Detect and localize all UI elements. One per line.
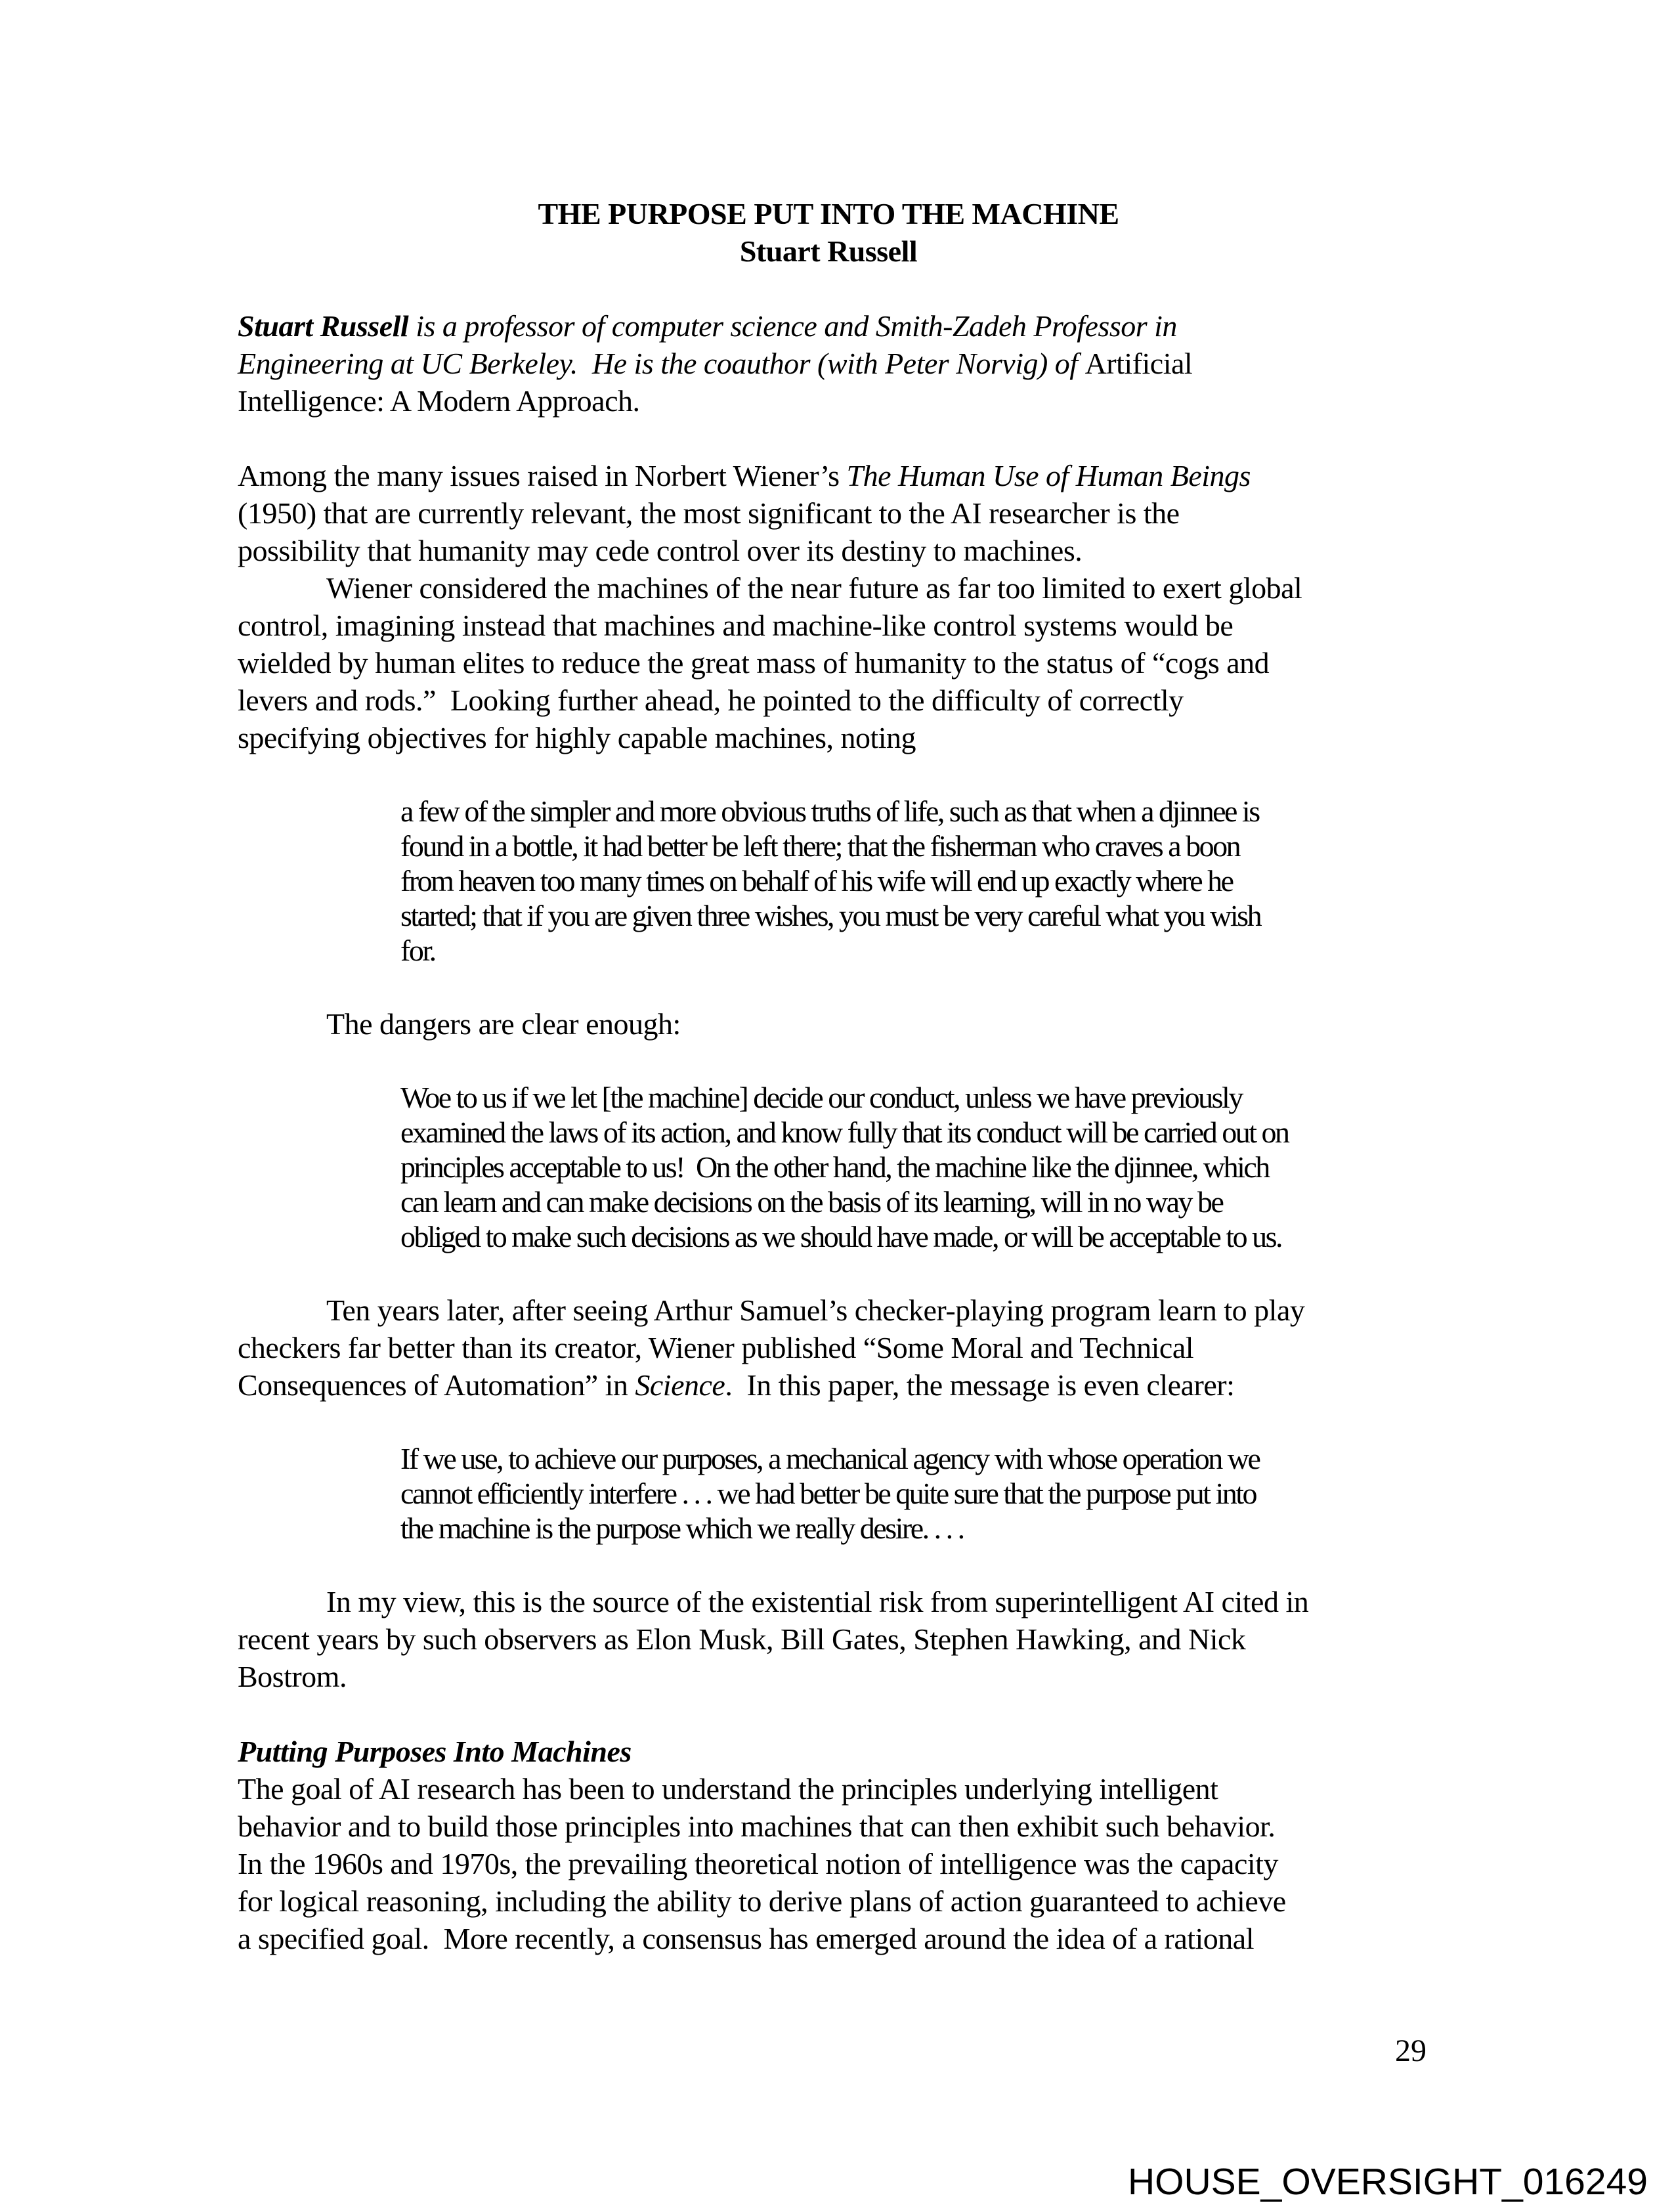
- author-bio: [238, 307, 1419, 420]
- text-line: [400, 794, 1419, 829]
- text-line: [238, 1845, 1419, 1882]
- document-blocks: [238, 307, 1419, 1957]
- text-line: [238, 494, 1419, 532]
- text-run: In my view, this is the source of the existential risk from superintelligent AI cited in: [326, 1585, 1309, 1618]
- text-run: examined the laws of its action, and know fully that its conduct will be carried out on: [400, 1116, 1289, 1149]
- text-line: [238, 1770, 1419, 1808]
- text-run: found in a bottle, it had better be left there; that the fisherman who craves a boon: [400, 829, 1240, 863]
- text-line: [238, 569, 1419, 607]
- document-content: [238, 195, 1419, 1957]
- text-line: [238, 719, 1419, 756]
- text-run: principles acceptable to us! On the other hand, the machine like the djinnee, which: [400, 1150, 1269, 1184]
- text-run: checkers far better than its creator, Wiener published “Some Moral and Technical: [238, 1331, 1194, 1364]
- text-run: possibility that humanity may cede control over its destiny to machines.: [238, 534, 1083, 567]
- text-run: Artificial: [1084, 347, 1193, 380]
- text-run: Consequences of Automation” in: [238, 1368, 635, 1402]
- paragraph: [238, 1770, 1419, 1957]
- text-line: [238, 644, 1419, 682]
- text-line: [238, 607, 1419, 644]
- text-run: levers and rods.” Looking further ahead, he pointed to the difficulty of correctly: [238, 683, 1184, 717]
- text-run: a specified goal. More recently, a consensus has emerged around the idea of a rational: [238, 1922, 1254, 1955]
- text-line: [400, 1080, 1419, 1115]
- text-run: Wiener considered the machines of the near future as far too limited to exert global: [326, 571, 1302, 605]
- text-run: a few of the simpler and more obvious truths of life, such as that when a djinnee is: [400, 794, 1259, 828]
- text-run: Science: [635, 1368, 725, 1402]
- text-line: [238, 1583, 1419, 1620]
- text-run: In the 1960s and 1970s, the prevailing theoretical notion of intelligence was the capacity: [238, 1847, 1278, 1880]
- text-run: Putting Purposes Into Machines: [238, 1735, 632, 1768]
- text-line: [400, 1219, 1419, 1254]
- text-run: for.: [400, 934, 435, 967]
- paragraph: [238, 1583, 1419, 1695]
- text-run: cannot efficiently interfere . . . we had better be quite sure that the purpose put into: [400, 1477, 1256, 1510]
- text-run: from heaven too many times on behalf of his wife will end up exactly where he: [400, 864, 1233, 898]
- text-line: [238, 532, 1419, 569]
- text-line: [400, 1441, 1419, 1476]
- text-line: [238, 457, 1419, 494]
- text-run: behavior and to build those principles into machines that can then exhibit such behavior.: [238, 1810, 1276, 1843]
- text-run: recent years by such observers as Elon Musk, Bill Gates, Stephen Hawking, and Nick: [238, 1622, 1246, 1656]
- text-line: [238, 1291, 1419, 1329]
- blockquote: [400, 794, 1419, 968]
- text-run: wielded by human elites to reduce the great mass of humanity to the status of “cogs and: [238, 646, 1270, 680]
- text-line: [238, 382, 1419, 420]
- text-run: Stuart Russell: [238, 309, 409, 343]
- blockquote: [400, 1080, 1419, 1254]
- text-run: Ten years later, after seeing Arthur Samuel’s checker-playing program learn to play: [326, 1293, 1305, 1327]
- text-line: [400, 1115, 1419, 1150]
- text-line: [238, 1882, 1419, 1920]
- blockquote: [400, 1441, 1419, 1546]
- text-run: can learn and can make decisions on the basis of its learning, will in no way be: [400, 1185, 1223, 1219]
- text-run: is a professor of computer science and Smith-Zadeh Professor in: [408, 309, 1177, 343]
- text-run: If we use, to achieve our purposes, a mechanical agency with whose operation we: [400, 1442, 1260, 1475]
- text-line: [400, 1476, 1419, 1511]
- text-run: The Human Use of Human Beings: [846, 459, 1251, 492]
- text-line: [238, 307, 1419, 345]
- text-line: [400, 1511, 1419, 1546]
- text-run: The goal of AI research has been to understand the principles underlying intelligent: [238, 1772, 1218, 1806]
- bates-stamp: HOUSE_OVERSIGHT_016249: [1127, 2161, 1648, 2203]
- text-line: [238, 1808, 1419, 1845]
- paragraph: [238, 1291, 1419, 1404]
- text-line: [400, 863, 1419, 898]
- section-heading: [238, 1733, 1419, 1770]
- text-line: [238, 682, 1419, 719]
- text-run: The dangers are clear enough:: [326, 1007, 681, 1041]
- text-line: [238, 1733, 1419, 1770]
- text-line: [238, 1366, 1419, 1404]
- text-line: [400, 898, 1419, 933]
- text-line: [400, 1150, 1419, 1184]
- text-run: . In this paper, the message is even clearer:: [725, 1368, 1235, 1402]
- text-run: obliged to make such decisions as we should have made, or will be acceptable to us.: [400, 1220, 1282, 1253]
- text-line: [238, 1658, 1419, 1695]
- page-number: 29: [1395, 2033, 1427, 2068]
- text-run: for logical reasoning, including the ability to derive plans of action guaranteed to achieve: [238, 1884, 1286, 1918]
- text-line: [238, 345, 1419, 382]
- text-line: [238, 1620, 1419, 1658]
- text-run: specifying objectives for highly capable machines, noting: [238, 721, 916, 754]
- text-line: [238, 1920, 1419, 1957]
- text-run: (1950) that are currently relevant, the most significant to the AI researcher is the: [238, 496, 1180, 530]
- text-line: [400, 1184, 1419, 1219]
- text-line: [400, 933, 1419, 968]
- text-run: Bostrom.: [238, 1660, 347, 1693]
- author-name: Stuart Russell: [739, 234, 918, 268]
- text-run: the machine is the purpose which we really desire. . . .: [400, 1511, 964, 1545]
- text-run: started; that if you are given three wishes, you must be very careful what you wish: [400, 899, 1261, 932]
- text-line: [238, 1329, 1419, 1366]
- text-run: Woe to us if we let [the machine] decide our conduct, unless we have previously: [400, 1081, 1242, 1114]
- text-line: [400, 829, 1419, 863]
- title-block: [238, 195, 1419, 270]
- paragraph: [238, 457, 1419, 756]
- text-run: Intelligence: A Modern Approach.: [238, 384, 640, 418]
- text-run: Engineering at UC Berkeley. He is the coauthor (with Peter Norvig) of: [238, 347, 1085, 380]
- text-run: Among the many issues raised in Norbert Wiener’s: [238, 459, 847, 492]
- paragraph: [238, 1005, 1419, 1043]
- page-title: THE PURPOSE PUT INTO THE MACHINE: [538, 197, 1119, 230]
- text-run: control, imagining instead that machines and machine-like control systems would be: [238, 609, 1234, 642]
- text-line: [238, 1005, 1419, 1043]
